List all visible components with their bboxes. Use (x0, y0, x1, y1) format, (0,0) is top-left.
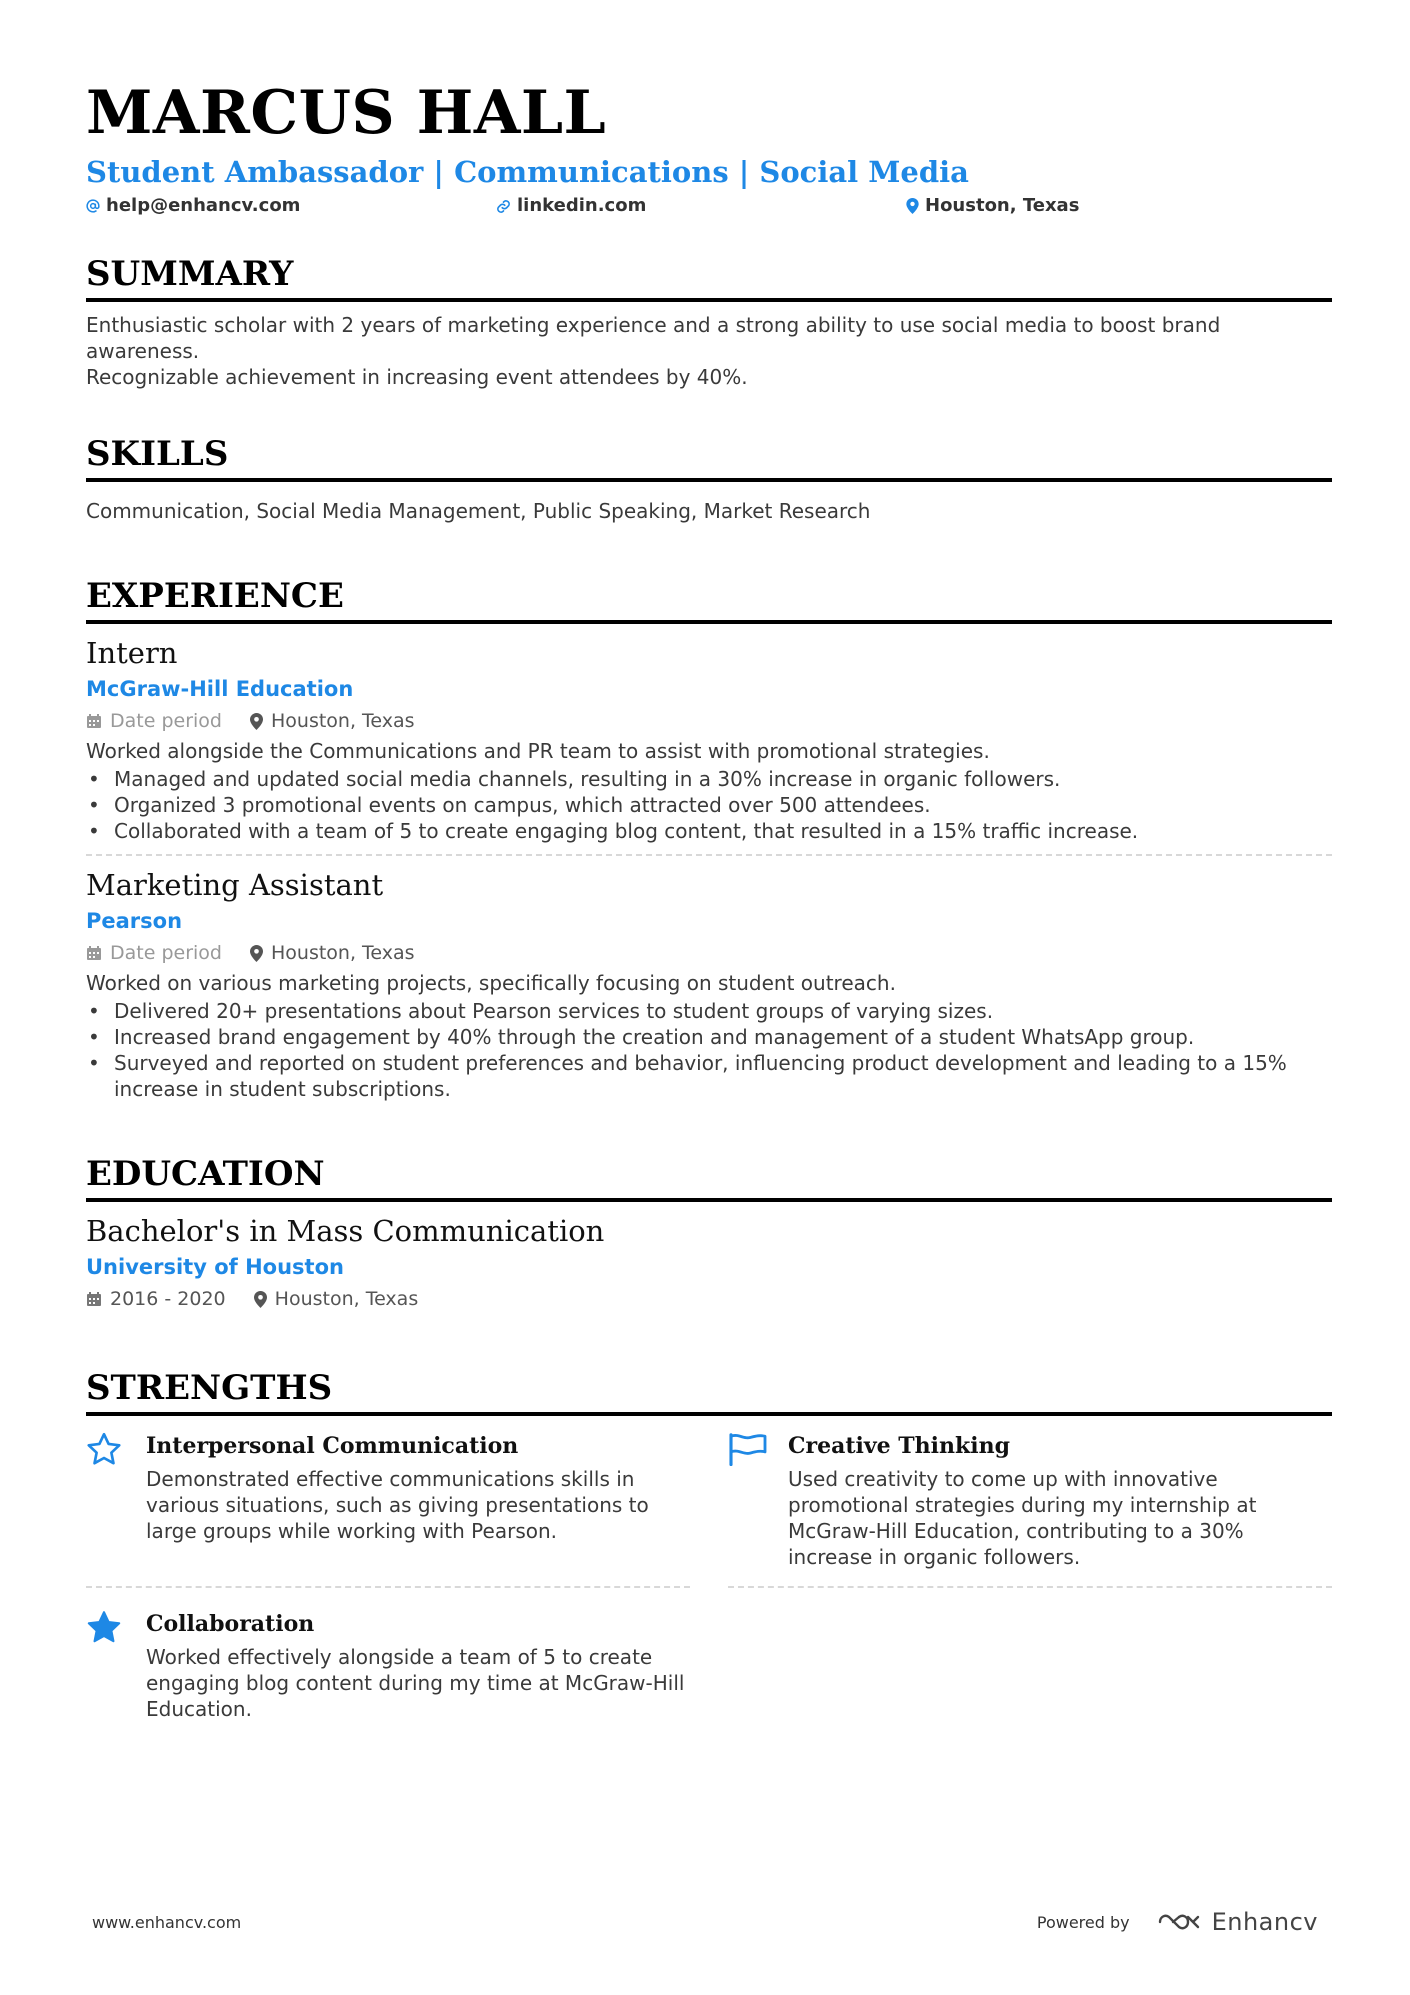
link-icon (496, 199, 511, 214)
star-icon (86, 1608, 146, 1722)
location-text: Houston, Texas (925, 195, 1080, 216)
list-item: • Surveyed and reported on student preferences and behavior, influencing product development and leading to a 15% increase in student subscriptions. (88, 1051, 1287, 1101)
strength-description: Used creativity to come up with innovative promotional strategies during my internship at McGraw-Hill Education, contributing to a 30% increase in organic followers. (788, 1467, 1257, 1569)
job-bullets (86, 766, 1332, 844)
contact-email[interactable] (86, 192, 496, 220)
experience-section (86, 574, 1332, 1112)
contact-location (906, 192, 1079, 220)
summary-section (86, 252, 1332, 390)
location-text: Houston, Texas (270, 942, 415, 964)
job-date (86, 938, 222, 968)
strengths-heading: STRENGTHS (86, 1366, 1332, 1416)
strengths-section (86, 1366, 1332, 1758)
degree-title: Bachelor's in Mass Communication (86, 1214, 605, 1248)
flag-icon (728, 1430, 788, 1570)
education-entry (86, 1202, 1332, 1324)
skills-text: Communication, Social Media Management, Public Speaking, Market Research (86, 499, 871, 523)
job-bullets (86, 998, 1332, 1102)
brand-name: Enhancv (1211, 1908, 1318, 1936)
summary-line: Enthusiastic scholar with 2 years of marketing experience and a strong ability to use social media to boost brand awareness. (86, 313, 1221, 363)
job-meta (86, 706, 1332, 736)
strength-title: Interpersonal Communication (146, 1433, 519, 1459)
strengths-grid (86, 1430, 1332, 1758)
list-item: • Delivered 20+ presentations about Pearson services to student groups of varying sizes. (88, 999, 994, 1023)
bullet-text: Organized 3 promotional events on campus, which attracted over 500 attendees. (114, 793, 931, 817)
skills-heading: SKILLS (86, 432, 1332, 482)
contact-row (86, 192, 1332, 220)
education-dates (86, 1284, 226, 1314)
job-location (250, 938, 415, 968)
job-meta (86, 938, 1332, 968)
strength-item (86, 1608, 690, 1738)
job-title: Marketing Assistant (86, 868, 384, 902)
company-name: Pearson (86, 909, 183, 933)
page-footer (92, 1908, 1318, 1936)
strength-description: Demonstrated effective communications skills in various situations, such as giving presentations to large groups while working with Pearson. (146, 1467, 649, 1543)
location-pin-icon (254, 1291, 267, 1308)
location-text: Houston, Texas (270, 710, 415, 732)
list-item: • Managed and updated social media channels, resulting in a 30% increase in organic followers. (88, 767, 1061, 791)
bullet-text: Increased brand engagement by 40% through the creation and management of a student WhatsApp group. (114, 1025, 1195, 1049)
job-title: Intern (86, 636, 178, 670)
education-meta (86, 1284, 1332, 1314)
linkedin-text: linkedin.com (517, 195, 647, 216)
bullet-text: Managed and updated social media channels, resulting in a 30% increase in organic followers. (114, 767, 1061, 791)
star-outline-icon (86, 1430, 146, 1570)
date-text: Date period (110, 710, 222, 732)
job-location (250, 706, 415, 736)
job-description: Worked on various marketing projects, specifically focusing on student outreach. (86, 971, 896, 995)
footer-website[interactable]: www.enhancv.com (92, 1912, 242, 1932)
location-text: Houston, Texas (274, 1288, 419, 1310)
bullet-text: Collaborated with a team of 5 to create engaging blog content, that resulted in a 15% traffic increase. (114, 819, 1139, 843)
candidate-title: Student Ambassador | Communications | Social Media (86, 155, 969, 189)
strength-content (788, 1430, 1332, 1570)
location-pin-icon (250, 713, 263, 730)
enhancv-logo-icon (1156, 1910, 1202, 1934)
strength-content (146, 1430, 690, 1570)
location-pin-icon (906, 198, 919, 214)
powered-by (1037, 1908, 1318, 1936)
list-item: • Collaborated with a team of 5 to create engaging blog content, that resulted in a 15% traffic increase. (88, 819, 1139, 843)
strength-title: Creative Thinking (788, 1433, 1011, 1459)
job-date (86, 706, 222, 736)
calendar-icon (86, 713, 102, 729)
experience-entry (86, 624, 1332, 856)
job-description: Worked alongside the Communications and PR team to assist with promotional strategies. (86, 739, 990, 763)
skills-section (86, 432, 1332, 524)
powered-by-label: Powered by (1036, 1912, 1130, 1932)
list-item: • Increased brand engagement by 40% through the creation and management of a student WhatsApp group. (88, 1025, 1195, 1049)
at-sign-icon (86, 199, 100, 213)
summary-line: Recognizable achievement in increasing event attendees by 40%. (86, 365, 748, 389)
bullet-text: Delivered 20+ presentations about Pearson services to student groups of varying sizes. (114, 999, 994, 1023)
contact-linkedin[interactable] (496, 192, 906, 220)
email-text: help@enhancv.com (106, 195, 301, 216)
strength-title: Collaboration (146, 1611, 315, 1637)
bullet-text: Surveyed and reported on student preferences and behavior, influencing product development and leading to a 15% increase in student subscriptions. (114, 1051, 1287, 1101)
company-name: McGraw-Hill Education (86, 677, 354, 701)
summary-heading: SUMMARY (86, 252, 1332, 302)
strength-item (86, 1430, 690, 1588)
school-name: University of Houston (86, 1255, 344, 1279)
calendar-icon (86, 1291, 102, 1307)
resume-page (86, 76, 1332, 1758)
experience-heading: EXPERIENCE (86, 574, 1332, 624)
date-text: Date period (110, 942, 222, 964)
education-heading: EDUCATION (86, 1152, 1332, 1202)
summary-text (86, 312, 1332, 390)
education-location (254, 1284, 419, 1314)
experience-entry (86, 856, 1332, 1112)
strength-item (728, 1430, 1332, 1588)
strength-content (146, 1608, 690, 1722)
list-item: • Organized 3 promotional events on campus, which attracted over 500 attendees. (88, 793, 931, 817)
candidate-name: MARCUS HALL (86, 78, 607, 148)
location-pin-icon (250, 945, 263, 962)
calendar-icon (86, 945, 102, 961)
resume-header (86, 76, 1332, 220)
strength-description: Worked effectively alongside a team of 5 to create engaging blog content during my time at McGraw-Hill Education. (146, 1645, 685, 1721)
date-text: 2016 - 2020 (110, 1288, 226, 1310)
education-section (86, 1152, 1332, 1324)
brand-logo[interactable] (1156, 1908, 1318, 1936)
